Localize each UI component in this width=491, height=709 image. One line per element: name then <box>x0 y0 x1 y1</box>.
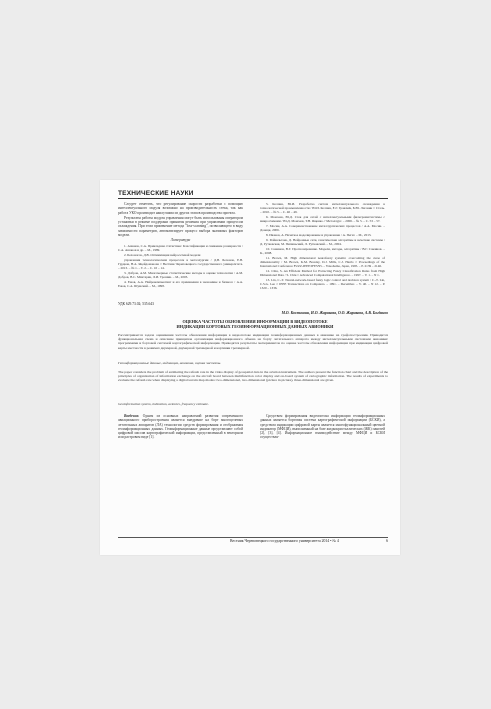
intro-text: Одним из основных направлений развития современного авиационного приборостроения является внедрение на борт многоцелевых летательных аппаратов (ЛА) технологии средств формирования и отображения геоинформационных данных. Геоинформационные данные представляют собой цифровой массив картографической информации, представленный в векторном или растровом виде [1]. <box>118 414 243 440</box>
intro-paragraph: Средством формирования видеопотока информации геоинформационных данных является бортовая система картографической информации (БСКИ), а средством индикации цифровой карты является многофункциональный цветной индикатор (МФЦИ), выполненный на базе жидкокристаллических (ЖК) панелей [2], [3], [4]. Информационное взаимодействие между МФЦИ и БСКИ осуществля- <box>260 414 385 440</box>
reference-item: 9. Рейнальтаев, Д. Нейронные сети, генетические алгоритмы и нечеткие системы / Д. Рутковская, М. Пилиньский, Л. Рутковский. – М., 2004. <box>260 238 385 246</box>
abstract-ru: Рассматривается задача оценивания частоты обновления информации в видеопотоке индикации геоинформационных данных в авионике на графопостроении. Приводится функциональная схема и описание принципов организации информационного обмена на борту летательного аппарата между интеллектуальными системами авионики/ программами и бортовой системой картографической информации. Приводятся результаты экспериментов по оценке частоты обновления информации при индикации цифровой карты местности в режимах двумерной, двумерной трехмерной и картинки трехмерной. <box>118 333 388 350</box>
section-heading: ТЕХНИЧЕСКИЕ НАУКИ <box>118 190 194 197</box>
journal-page <box>100 180 400 555</box>
reference-item: 7. Мосин, А.А. Совершенствование металлургических процессов / А.А. Мосин. – Донецк, 2006. <box>260 224 385 232</box>
reference-item: 2. Белоногов, Д.В. Оптимизация нейросетевой модели <box>124 252 201 257</box>
abstract-en: The paper considers the problem of estimating the refresh rate in the video display of geospatial data in the aviation instrument. The authors present the function chart and the description of the principles of organization of information exchange on the aircraft board between multifunction color display and on-board system of cartographic information. The results of experiments to evaluate the refresh rate when displaying a digital terrain map modes: two-dimensional, two-dimensional (picture in picture), three-dimensional are given. <box>118 370 388 383</box>
reference-item: 11. Brown, M. High dimensional neurofuzzy systems: overcoming the curse of dimensionality / M. Brown, K.M. Bossley, D.J. Mills, C.J. Harris // Proceedings of the International Conference FUZZ-IEEE/IFES'95. – Yokohama, Japan, 1995. – P. 2139 – 2146. <box>260 256 385 268</box>
reference-item: 5. Колчин, Ю.И. Разработка систем интеллектуального охлаждения в технологической промышленности / Ю.И. Колчин, Е.Г. Гравачёв, Б.Ю. Лаговин // Сталь. – 2010. – № 5. – С. 46 – 49. <box>260 202 385 214</box>
keywords-en: Geoinformation system, indication, avionics, frequency estimate. <box>118 402 209 406</box>
body-paragraph: Результаты работы модуля управления могут быть использованы оператором установки в режиме поддержки принятия решения при управлении процессом охлаждения. При этом применение метода "loss-scanning", позволяющего в виду зависимости параметров, автоматизирует процесс выбора значимых факторов модели. <box>118 215 243 238</box>
article-authors: М.О. Костишин, И.О. Жарикова, О.О. Жарикова, А.В. Богданов <box>281 311 388 315</box>
keywords-ru: Геоинформационные данные, индикация, авионика, оценка частоты. <box>118 361 222 365</box>
intro-right-column <box>260 414 385 441</box>
section-rule <box>118 198 388 199</box>
reference-item: 10. Сажинов, В.Г. Прогнозирование. Модели, методы, алгоритмы / В.Г. Сажинов. – К., 2008. <box>260 247 385 255</box>
footer-rule <box>118 537 388 538</box>
references-title: Литература <box>170 238 191 243</box>
reference-item: 3. Добров, А.М. Многомерные статистические методы в оценке технологии / А.М. Добров, В.С. Мхитарян, Л.И. Трошин. – М., 2003. <box>118 270 243 279</box>
intro-left-column <box>118 414 243 441</box>
right-column <box>260 202 385 291</box>
reference-item: 1. Ашанов, С.А. Прикладная статистика: Классификация и снижение размерности / С.А. Ашанов и др. – М., 1989. <box>118 243 243 252</box>
journal-footer: Вестник Череповецкого государственного университета 2014 • № 4 <box>230 539 339 543</box>
reference-item: 6. Моисеев, Ю.Д. Стек для сетей с интеллектуальными фильтрами/системы с микросхемами / Ю.Д. Моисеев, Т.Н. Ященко // Металлург. – 2006. – № 5. – С. 53 – 57. <box>260 215 385 223</box>
article-title <box>140 319 370 329</box>
udk-code: УДК 629.73.02; 535.643 <box>118 302 154 306</box>
left-column <box>118 202 243 289</box>
article-title-line: ИНДИКАЦИИ БОРТОВЫХ ГЕОИНФОРМАЦИОННЫХ ДАННЫХ АВИОНИКИ <box>176 324 334 329</box>
reference-item: управления технологическим процессом в металлургии / Д.В. Белонов, Е.В. Грудков, Н.А. Яцейдомонова // Вестник Череповецкого государственного университета. – 2013. – № 1. – Т. 2. – С. 10 – 14. <box>118 257 243 270</box>
reference-item: 4. Ежов, А.А. Нейрокомпьютинг и его применения в экономике и бизнесе / А.А. Ежов, С.А. Шумский. – М., 1998. <box>118 279 243 288</box>
reference-item: 8. Иванов, А. Нечеткое моделирование и управление / А. Пегат. – М., 2013. <box>266 233 372 237</box>
intro-paragraph <box>118 414 243 440</box>
page-number: 6 <box>386 539 388 543</box>
body-paragraph: Следует отметить, что регулирование скорости разработки с помощью интеллектуального модуля возможно на производительность стека, так как работа УКО производит наилучшим из других этапов производства проекта. <box>118 202 243 215</box>
reference-item: 12. Chiu, S. An Efficient Method for Extracting Fuzzy Classification Rules from High Dimensional Data / S. Chiu // Advanced Computational Intelligence. – 1997. – V. 1. – N 1. <box>260 269 385 277</box>
article-title-line: ОЦЕНКА ЧАСТОТЫ ОБНОВЛЕНИЯ ИНФОРМАЦИИ В ВИДЕОПОТОКЕ <box>182 319 328 324</box>
intro-lead: Введение. <box>124 414 140 418</box>
reference-item: 13. Lin, C.-T. Neural-network-based fuzzy logic control and decision system / C.-T. Lin, C.S.G. Lee // IEEE Transactions on Computers. – 1991. – December. – V. 40. – N 12. – P. 1320 – 1336. <box>260 278 385 290</box>
